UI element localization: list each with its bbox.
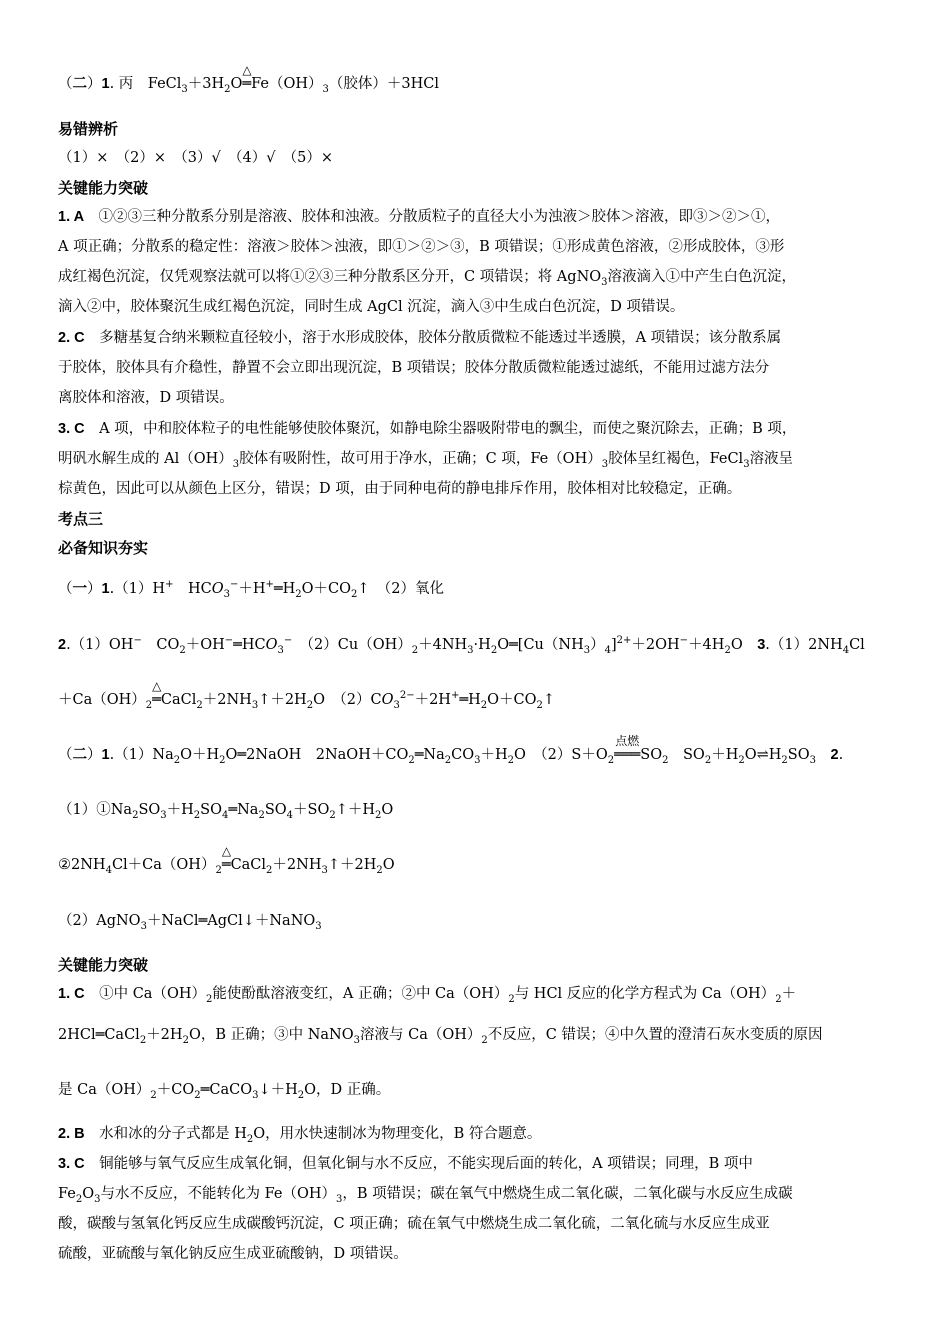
text-line-l29: 3. C 铜能够与氧气反应生成氧化铜，但氧化铜与水不反应，不能实现后面的转化，A 项错误；同理，B 项中 — [58, 1156, 753, 1172]
text-line-l23: （2）AgNO$_3$＋NaCl═AgCl↓＋NaNO$_3$ — [58, 913, 322, 932]
text-line-l32: 硫酸，亚硫酸与氧化钠反应生成亚硫酸钠，D 项错误。 — [58, 1246, 408, 1262]
text-line-l31: 酸，碳酸与氢氧化钙反应生成碳酸钙沉淀，C 项正确；硫在氧气中燃烧生成二氧化硫，二氧化硫与水反应生成亚 — [58, 1216, 770, 1232]
section-heading-l15: 考点三 — [58, 510, 104, 528]
text-line-l28: 2. B 水和冰的分子式都是 $H_2O$，用水快速制冰为物理变化，B 符合题意。 — [58, 1126, 542, 1145]
text-line-l30: $Fe_2O_3$与水不反应，不能转化为 $Fe(OH)_3$，B 项错误；碳在氧气中燃烧生成二氧化碳，二氧化碳与水反应生成碳 — [58, 1186, 793, 1205]
text-line-l14: 棕黄色，因此可以从颜色上区分，错误；D 项，由于同种电荷的静电排斥作用，胶体相对比较稳定，正确。 — [58, 481, 742, 497]
section-heading-l24: 关键能力突破 — [58, 956, 149, 974]
text-line-l05: 1. A ①②③三种分散系分别是溶液、胶体和浊液。分散质粒子的直径大小为浊液＞胶体＞溶液，即③＞②＞①， — [58, 209, 781, 225]
text-line-l01: （二）1. 丙 $FeCl_3+3H_2O$ △ $═Fe(OH)_3$（胶体）＋3HCl — [58, 63, 440, 95]
text-line-l10: 于胶体，胶体具有介稳性，静置不会立即出现沉淀，B 项错误；胶体分散质微粒能透过滤纸，不能用过滤方法分 — [58, 360, 770, 376]
text-line-l17: （一）1.（1）H+ $HCO_3^-+H^+═H_2O+CO_2↑$ （2）氧化 — [58, 579, 445, 600]
text-line-l26: $2HCl═CaCl_2+2H_2O$，B 正确；③中 NaNO$_3$溶液与 $Ca(OH)_2$不反应，C 错误；④中久置的澄清石灰水变质的原因 — [58, 1027, 823, 1046]
text-line-l06: A 项正确；分散系的稳定性：溶液＞胶体＞浊液，即①＞②＞③，B 项错误；①形成黄色溶液，②形成胶体，③形 — [58, 239, 785, 255]
text-line-l19: $+Ca(OH)_2$ △ $═CaCl_2+2NH_3↑+2H_2O$ $(2)CO_3^{2-}+2H^+═H_2O+CO_2↑$ — [58, 679, 555, 711]
text-line-l08: 滴入②中，胶体聚沉生成红褐色沉淀，同时生成 AgCl 沉淀，滴入③中生成白色沉淀，D 项错误。 — [58, 299, 685, 315]
text-line-l22: $②2NH_4Cl+Ca(OH)_2$ △ $═CaCl_2+2NH_3↑+2H_2O$ — [58, 844, 395, 876]
section-heading-l16: 必备知识夯实 — [58, 539, 149, 557]
text-line-l21: $(1)①Na_2SO_3+H_2SO_4═Na_2SO_4+SO_2↑+H_2O$ — [58, 802, 394, 821]
text-line-l18: 2.（1）OH− $CO_2+OH^-═HCO_3^-$ $(2)Cu(OH)_2+4NH_3\cdot H_2O═[Cu(NH_3)_4]^{2+}+2OH^-+4H_2O$ $3.(1)2NH_4Cl$ — [58, 635, 865, 656]
text-line-l11: 离胶体和溶液，D 项错误。 — [58, 390, 234, 406]
text-line-l07: 成红褐色沉淀，仅凭观察法就可以将①②③三种分散系区分开，C 项错误；将 AgNO$_3$溶液滴入①中产生白色沉淀， — [58, 269, 797, 288]
text-line-l03: （1）× （2）× （3）√ （4）√ （5）× — [58, 150, 334, 166]
section-heading-l02: 易错辨析 — [58, 120, 119, 138]
text-line-l27: 是 $Ca(OH)_2+CO_2═CaCO_3↓+H_2O$，D 正确。 — [58, 1082, 391, 1101]
text-line-l09: 2. C 多糖基复合纳米颗粒直径较小，溶于水形成胶体，胶体分散质微粒不能透过半透膜，A 项错误；该分散系属 — [58, 330, 782, 346]
text-line-l12: 3. C A 项，中和胶体粒子的电性能够使胶体聚沉，如静电除尘器吸附带电的飘尘，而使之聚沉除去，正确；B 项， — [58, 421, 797, 437]
text-line-l20: （二）$1.(1)Na_2O+H_2O═2NaOH$ $2NaOH+CO_2═Na_2CO_3+H_2O$ $(2)S+O_2$ 点燃 $═══SO_2$ $SO_2+H_2O\rightleftharpoons H_2SO_3$ 2. — [58, 734, 844, 766]
text-line-l13: 明矾水解生成的 $Al(OH)_3$胶体有吸附性，故可用于净水，正确；C 项，$Fe(OH)_3$胶体呈红褐色，FeCl$_3$溶液呈 — [58, 451, 794, 470]
text-line-l25: 1. C ①中 $Ca(OH)_2$能使酚酞溶液变红，A 正确；②中 $Ca(OH)_2$与 HCl 反应的化学方程式为 $Ca(OH)_2+$ — [58, 986, 797, 1005]
section-heading-l04: 关键能力突破 — [58, 179, 149, 197]
